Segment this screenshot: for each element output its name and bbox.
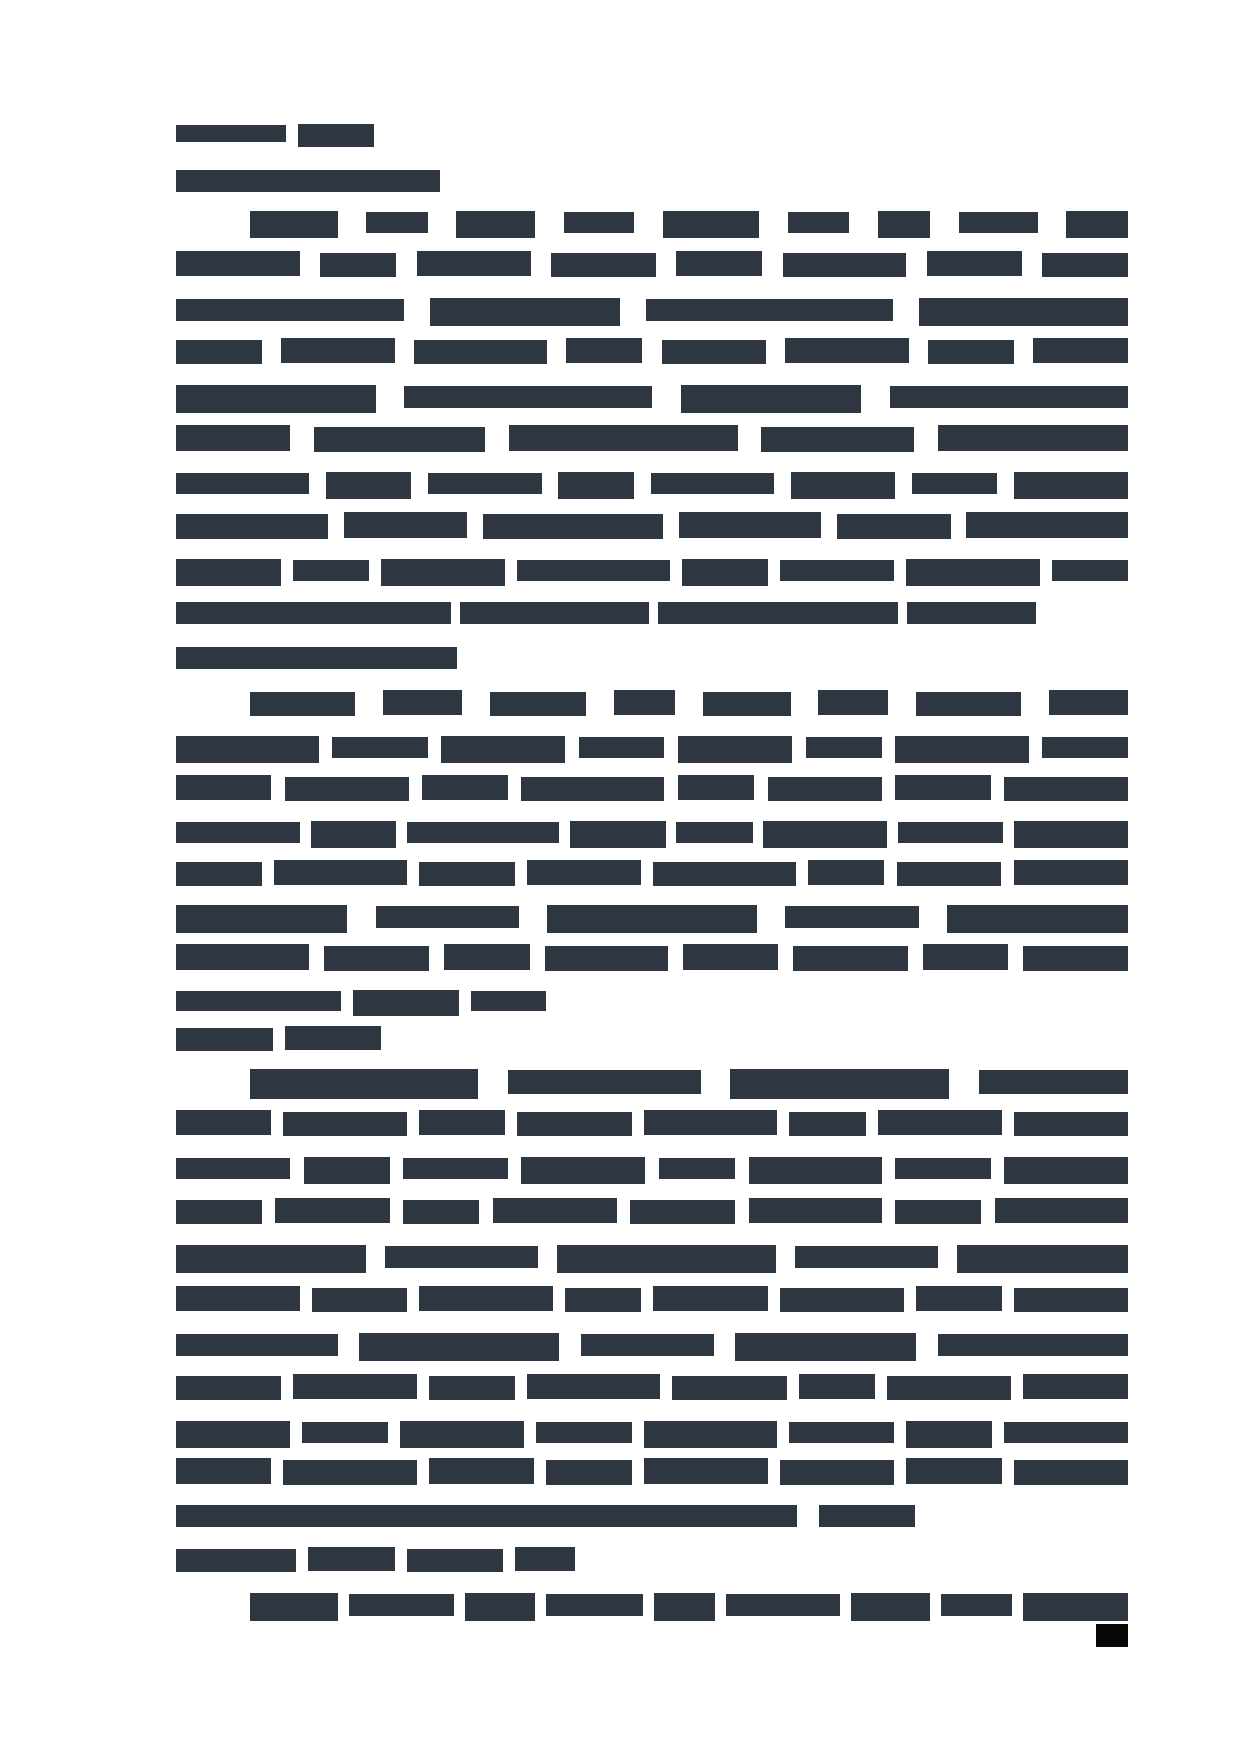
word-blob <box>1004 1422 1128 1443</box>
word-blob <box>682 559 768 586</box>
word-blob <box>558 472 634 499</box>
word-blob <box>1033 338 1128 363</box>
word-blob <box>281 338 395 363</box>
word-blob <box>919 298 1128 326</box>
word-blob <box>176 1110 271 1135</box>
word-blob <box>651 473 775 494</box>
word-blob <box>947 905 1128 933</box>
word-blob <box>793 946 907 971</box>
word-blob <box>176 1200 262 1224</box>
word-blob <box>644 1458 768 1484</box>
word-blob <box>789 1422 894 1443</box>
para3-line3 <box>176 1154 1128 1181</box>
word-blob <box>441 736 565 763</box>
word-blob <box>912 473 998 494</box>
word-blob <box>176 1376 281 1400</box>
word-blob <box>581 1334 714 1356</box>
section-heading-4 <box>176 1026 383 1052</box>
word-blob <box>403 1200 479 1224</box>
word-blob <box>1066 211 1127 238</box>
para3-line7-dense <box>176 1330 1128 1358</box>
para2-line2 <box>176 733 1128 760</box>
word-blob <box>545 946 669 971</box>
word-blob <box>176 514 328 539</box>
word-blob <box>308 1547 396 1571</box>
word-blob <box>676 251 762 276</box>
word-blob <box>785 338 909 363</box>
para1-line3-dense <box>176 295 1128 323</box>
word-blob <box>428 473 542 494</box>
para3-line1-indented-dense <box>250 1066 1128 1096</box>
word-blob <box>763 821 887 848</box>
para1-line5-dense <box>176 382 1128 410</box>
para3-line11-underlined-bar <box>176 1503 915 1529</box>
word-blob <box>806 737 882 758</box>
para1-line2 <box>176 251 1128 278</box>
word-blob <box>819 1505 915 1527</box>
word-blob <box>283 1112 407 1136</box>
word-blob <box>285 1026 380 1050</box>
word-blob <box>1014 821 1128 848</box>
word-blob <box>780 1288 904 1312</box>
page-number-block <box>1096 1624 1128 1647</box>
word-blob <box>444 944 530 970</box>
word-blob <box>659 1158 735 1179</box>
word-blob <box>456 211 535 238</box>
word-blob <box>302 1422 388 1443</box>
section-heading-3-underlined <box>176 645 457 671</box>
para1-line9 <box>176 556 1128 583</box>
word-blob <box>780 560 894 581</box>
word-blob <box>1004 777 1128 801</box>
word-blob <box>250 1069 478 1099</box>
word-blob <box>404 386 652 408</box>
word-blob <box>783 253 907 277</box>
word-blob <box>400 1421 524 1448</box>
section-heading-2-underlined <box>176 168 440 194</box>
word-blob <box>176 862 262 886</box>
word-blob <box>789 1112 865 1136</box>
para1-line7 <box>176 469 1128 496</box>
word-blob <box>176 170 440 192</box>
word-blob <box>676 822 752 843</box>
para1-line6-dense <box>176 425 1128 453</box>
word-blob <box>460 602 649 624</box>
word-blob <box>250 692 355 716</box>
word-blob <box>293 1374 417 1399</box>
word-blob <box>923 944 1009 970</box>
word-blob <box>564 212 634 233</box>
word-blob <box>895 736 1028 763</box>
word-blob <box>176 1286 300 1311</box>
word-blob <box>898 822 1003 843</box>
word-blob <box>508 1070 701 1094</box>
word-blob <box>176 1028 273 1051</box>
word-blob <box>311 821 397 848</box>
word-blob <box>644 1421 777 1448</box>
word-blob <box>471 991 546 1011</box>
word-blob <box>176 385 376 413</box>
word-blob <box>1014 1288 1128 1312</box>
word-blob <box>557 1245 776 1273</box>
word-blob <box>761 427 913 452</box>
word-blob <box>176 1334 338 1356</box>
word-blob <box>906 1421 992 1448</box>
word-blob <box>536 1422 631 1443</box>
word-blob <box>429 1376 515 1400</box>
word-blob <box>703 692 791 716</box>
para3-line4 <box>176 1198 1128 1225</box>
word-blob <box>995 1198 1128 1223</box>
word-blob <box>285 777 409 801</box>
para3-line5-dense <box>176 1242 1128 1270</box>
para2-line1-indented <box>250 690 1128 717</box>
word-blob <box>176 822 300 843</box>
word-blob <box>298 124 374 147</box>
word-blob <box>419 1286 552 1311</box>
word-blob <box>654 1593 715 1621</box>
word-blob <box>490 692 587 716</box>
word-blob <box>176 1458 271 1484</box>
word-blob <box>653 862 796 886</box>
word-blob <box>906 1458 1001 1484</box>
word-blob <box>274 860 407 885</box>
word-blob <box>785 906 918 928</box>
word-blob <box>176 299 404 321</box>
word-blob <box>662 340 767 364</box>
word-blob <box>895 1200 981 1224</box>
word-blob <box>176 775 271 800</box>
word-blob <box>938 425 1128 451</box>
word-blob <box>283 1460 416 1485</box>
word-blob <box>927 251 1022 276</box>
word-blob <box>653 1286 767 1311</box>
para3-line2 <box>176 1110 1128 1137</box>
word-blob <box>979 1070 1128 1094</box>
word-blob <box>959 212 1038 233</box>
word-blob <box>324 946 429 971</box>
word-blob <box>941 1594 1011 1616</box>
para2-line8-short <box>176 987 552 1013</box>
word-blob <box>293 560 369 581</box>
word-blob <box>663 211 760 238</box>
word-blob <box>646 299 894 321</box>
word-blob <box>1014 1112 1128 1136</box>
word-blob <box>1023 1374 1128 1399</box>
para1-line8-dense <box>176 512 1128 540</box>
word-blob <box>422 775 508 800</box>
word-blob <box>966 512 1128 538</box>
para1-line4 <box>176 338 1128 365</box>
word-blob <box>403 1158 508 1179</box>
section-heading-1 <box>176 121 376 144</box>
word-blob <box>916 692 1021 716</box>
word-blob <box>887 1376 1011 1400</box>
word-blob <box>799 1374 875 1399</box>
para3-line8 <box>176 1374 1128 1401</box>
word-blob <box>1014 860 1128 885</box>
word-blob <box>837 514 951 539</box>
para3-line9 <box>176 1418 1128 1445</box>
word-blob <box>678 736 792 763</box>
word-blob <box>429 1458 534 1484</box>
para2-line4 <box>176 818 1128 845</box>
word-blob <box>465 1593 535 1621</box>
word-blob <box>749 1157 882 1184</box>
word-blob <box>176 1549 296 1572</box>
word-blob <box>517 1112 631 1136</box>
word-blob <box>176 905 347 933</box>
word-blob <box>176 1158 290 1179</box>
para2-line6-dense <box>176 902 1128 930</box>
word-blob <box>250 211 338 238</box>
word-blob <box>275 1198 389 1223</box>
word-blob <box>735 1333 916 1361</box>
word-blob <box>176 425 290 451</box>
word-blob <box>366 212 427 233</box>
word-blob <box>957 1245 1128 1273</box>
word-blob <box>1042 737 1128 758</box>
word-blob <box>353 990 458 1016</box>
word-blob <box>1004 1157 1128 1184</box>
para4-line1-indented <box>250 1590 1128 1618</box>
word-blob <box>517 560 669 581</box>
word-blob <box>1042 253 1128 277</box>
word-blob <box>895 1158 990 1179</box>
word-blob <box>376 906 519 928</box>
word-blob <box>521 1157 645 1184</box>
para2-line3 <box>176 775 1128 802</box>
word-blob <box>383 690 462 715</box>
word-blob <box>176 1245 366 1273</box>
para3-line6 <box>176 1286 1128 1313</box>
para2-line5 <box>176 860 1128 887</box>
word-blob <box>791 472 896 499</box>
word-blob <box>907 602 1036 624</box>
word-blob <box>176 125 286 142</box>
word-blob <box>176 251 300 276</box>
word-blob <box>878 1110 1002 1135</box>
word-blob <box>547 905 756 933</box>
word-blob <box>566 338 642 363</box>
word-blob <box>678 775 754 800</box>
word-blob <box>895 775 990 800</box>
word-blob <box>1052 560 1128 581</box>
word-blob <box>344 512 468 538</box>
word-blob <box>417 251 531 276</box>
word-blob <box>795 1246 938 1268</box>
word-blob <box>176 991 341 1011</box>
para1-line1-indented <box>250 208 1128 235</box>
word-blob <box>326 472 412 499</box>
word-blob <box>851 1593 930 1621</box>
word-blob <box>314 427 485 452</box>
word-blob <box>385 1246 537 1268</box>
word-blob <box>381 559 505 586</box>
word-blob <box>483 514 664 539</box>
word-blob <box>1014 1460 1128 1485</box>
word-blob <box>509 425 737 451</box>
word-blob <box>579 737 665 758</box>
word-blob <box>1049 690 1128 715</box>
word-blob <box>788 212 849 233</box>
word-blob <box>176 559 281 586</box>
word-blob <box>551 253 656 277</box>
word-blob <box>808 860 884 885</box>
word-blob <box>176 1505 797 1527</box>
word-blob <box>176 473 309 494</box>
para3-line10 <box>176 1458 1128 1486</box>
word-blob <box>906 559 1039 586</box>
word-blob <box>527 860 641 885</box>
word-blob <box>570 821 665 848</box>
word-blob <box>349 1594 454 1616</box>
word-blob <box>546 1594 643 1616</box>
para1-line10-reference <box>176 600 1036 626</box>
section-heading-5 <box>176 1547 575 1573</box>
word-blob <box>916 1286 1002 1311</box>
word-blob <box>176 1421 290 1448</box>
word-blob <box>1014 472 1128 499</box>
word-blob <box>890 386 1128 408</box>
word-blob <box>1023 946 1128 971</box>
word-blob <box>312 1288 407 1312</box>
word-blob <box>515 1547 575 1571</box>
word-blob <box>320 253 396 277</box>
word-blob <box>176 736 319 763</box>
word-blob <box>780 1460 894 1485</box>
word-blob <box>672 1376 786 1400</box>
word-blob <box>818 690 888 715</box>
word-blob <box>614 690 675 715</box>
para2-line7 <box>176 944 1128 972</box>
word-blob <box>250 1593 338 1621</box>
word-blob <box>768 777 882 801</box>
word-blob <box>430 298 620 326</box>
word-blob <box>521 777 664 801</box>
word-blob <box>407 822 559 843</box>
word-blob <box>565 1288 641 1312</box>
word-blob <box>726 1594 840 1616</box>
word-blob <box>176 944 309 970</box>
word-blob <box>749 1198 882 1223</box>
word-blob <box>414 340 547 364</box>
word-blob <box>644 1110 777 1135</box>
word-blob <box>679 512 822 538</box>
word-blob <box>493 1198 617 1223</box>
word-blob <box>332 737 427 758</box>
word-blob <box>359 1333 559 1361</box>
word-blob <box>419 1110 505 1135</box>
word-blob <box>938 1334 1128 1356</box>
word-blob <box>897 862 1002 886</box>
word-blob <box>681 385 862 413</box>
word-blob <box>730 1069 950 1099</box>
word-blob <box>419 862 514 886</box>
word-blob <box>176 647 457 669</box>
word-blob <box>176 602 451 624</box>
word-blob <box>176 340 262 364</box>
word-blob <box>658 602 899 624</box>
word-blob <box>928 340 1014 364</box>
word-blob <box>304 1157 390 1184</box>
word-blob <box>878 211 931 238</box>
word-blob <box>527 1374 660 1399</box>
word-blob <box>630 1200 735 1224</box>
word-blob <box>546 1460 632 1485</box>
word-blob <box>683 944 778 970</box>
word-blob <box>407 1549 503 1572</box>
word-blob <box>1023 1593 1128 1621</box>
